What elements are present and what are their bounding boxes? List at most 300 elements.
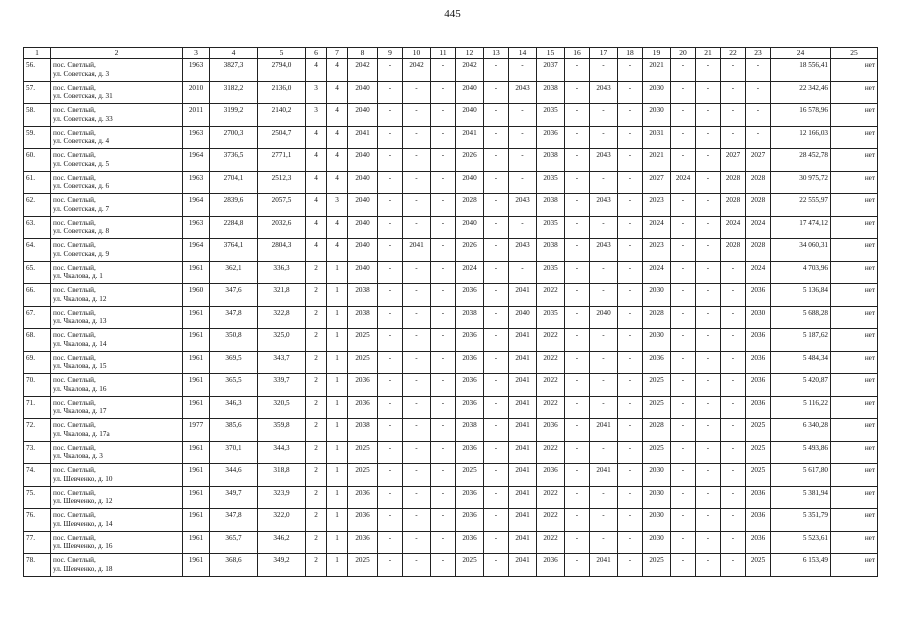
cell-col-24: 5 420,87 xyxy=(771,374,831,397)
cell-col-4: 2704,1 xyxy=(210,171,258,194)
cell-col-22: - xyxy=(721,486,746,509)
cell-col-7: 4 xyxy=(327,59,348,82)
cell-col-16: - xyxy=(565,284,590,307)
cell-col-24: 5 688,28 xyxy=(771,306,831,329)
cell-col-12: 2041 xyxy=(456,126,484,149)
cell-col-19: 2030 xyxy=(643,104,671,127)
cell-col-4: 365,7 xyxy=(210,531,258,554)
cell-col-21: - xyxy=(696,261,721,284)
cell-col-5: 339,7 xyxy=(258,374,306,397)
cell-col-13: - xyxy=(484,509,509,532)
cell-col-9: - xyxy=(378,554,403,577)
row-number: 59. xyxy=(24,126,51,149)
cell-col-17: 2041 xyxy=(590,554,618,577)
cell-col-22: - xyxy=(721,374,746,397)
cell-col-12: 2040 xyxy=(456,216,484,239)
address-settlement: пос. Светлый, xyxy=(53,421,96,429)
cell-col-8: 2041 xyxy=(348,126,378,149)
cell-col-18: - xyxy=(618,126,643,149)
cell-col-14: 2041 xyxy=(509,419,537,442)
cell-col-5: 2140,2 xyxy=(258,104,306,127)
cell-col-11: - xyxy=(431,396,456,419)
cell-col-7: 1 xyxy=(327,554,348,577)
cell-col-24: 5 523,61 xyxy=(771,531,831,554)
cell-col-3: 1961 xyxy=(183,531,210,554)
cell-col-25: нет xyxy=(831,126,878,149)
cell-col-22: - xyxy=(721,81,746,104)
cell-col-10: - xyxy=(403,441,431,464)
cell-col-10: - xyxy=(403,396,431,419)
cell-col-15: 2022 xyxy=(537,486,565,509)
cell-col-11: - xyxy=(431,261,456,284)
cell-col-14: 2041 xyxy=(509,329,537,352)
cell-col-17: - xyxy=(590,374,618,397)
cell-col-14: 2041 xyxy=(509,486,537,509)
cell-col-10: 2041 xyxy=(403,239,431,262)
cell-col-5: 318,8 xyxy=(258,464,306,487)
cell-col-9: - xyxy=(378,59,403,82)
cell-col-11: - xyxy=(431,81,456,104)
cell-col-6: 4 xyxy=(306,149,327,172)
cell-col-15: 2022 xyxy=(537,509,565,532)
row-number: 56. xyxy=(24,59,51,82)
cell-col-13: - xyxy=(484,351,509,374)
address-street: ул. Шевченко, д. 14 xyxy=(53,519,113,528)
cell-col-15: 2036 xyxy=(537,126,565,149)
address-street: ул. Шевченко, д. 10 xyxy=(53,474,113,483)
cell-col-4: 3199,2 xyxy=(210,104,258,127)
cell-col-22: - xyxy=(721,441,746,464)
cell-col-16: - xyxy=(565,554,590,577)
cell-col-25: нет xyxy=(831,351,878,374)
cell-col-18: - xyxy=(618,216,643,239)
cell-col-24: 5 136,84 xyxy=(771,284,831,307)
address-cell xyxy=(51,126,183,149)
cell-col-13: - xyxy=(484,239,509,262)
cell-col-25: нет xyxy=(831,306,878,329)
cell-col-21: - xyxy=(696,464,721,487)
row-number: 76. xyxy=(24,509,51,532)
cell-col-15: 2036 xyxy=(537,419,565,442)
cell-col-19: 2025 xyxy=(643,374,671,397)
cell-col-22: 2024 xyxy=(721,216,746,239)
cell-col-9: - xyxy=(378,329,403,352)
cell-col-13: - xyxy=(484,149,509,172)
cell-col-9: - xyxy=(378,374,403,397)
table-row xyxy=(24,149,878,172)
cell-col-22: - xyxy=(721,261,746,284)
cell-col-25: нет xyxy=(831,374,878,397)
cell-col-12: 2036 xyxy=(456,351,484,374)
cell-col-14: - xyxy=(509,216,537,239)
cell-col-24: 5 617,80 xyxy=(771,464,831,487)
cell-col-22: - xyxy=(721,104,746,127)
cell-col-8: 2036 xyxy=(348,486,378,509)
cell-col-12: 2040 xyxy=(456,81,484,104)
cell-col-11: - xyxy=(431,509,456,532)
column-header-11: 11 xyxy=(431,48,456,59)
cell-col-20: - xyxy=(671,374,696,397)
cell-col-5: 322,0 xyxy=(258,509,306,532)
cell-col-25: нет xyxy=(831,261,878,284)
cell-col-11: - xyxy=(431,104,456,127)
column-header-15: 15 xyxy=(537,48,565,59)
cell-col-11: - xyxy=(431,441,456,464)
address-settlement: пос. Светлый, xyxy=(53,353,96,362)
cell-col-24: 5 116,22 xyxy=(771,396,831,419)
cell-col-8: 2040 xyxy=(348,171,378,194)
cell-col-19: 2030 xyxy=(643,81,671,104)
row-number: 75. xyxy=(24,486,51,509)
cell-col-22: - xyxy=(721,531,746,554)
address-street: ул. Советская, д. 33 xyxy=(53,114,113,123)
cell-col-19: 2027 xyxy=(643,171,671,194)
cell-col-21: - xyxy=(696,441,721,464)
cell-col-19: 2025 xyxy=(643,554,671,577)
address-settlement: пос. Светлый, xyxy=(53,466,96,474)
cell-col-16: - xyxy=(565,464,590,487)
address-street: ул. Советская, д. 9 xyxy=(53,249,110,258)
address-cell xyxy=(51,531,183,554)
cell-col-15: 2035 xyxy=(537,216,565,239)
row-number: 62. xyxy=(24,194,51,217)
cell-col-5: 349,2 xyxy=(258,554,306,577)
address-street: ул. Советская, д. 3 xyxy=(53,69,110,78)
cell-col-6: 4 xyxy=(306,194,327,217)
cell-col-7: 3 xyxy=(327,194,348,217)
cell-col-13: - xyxy=(484,396,509,419)
cell-col-22: - xyxy=(721,329,746,352)
cell-col-23: 2036 xyxy=(746,531,771,554)
cell-col-14: 2041 xyxy=(509,396,537,419)
cell-col-19: 2030 xyxy=(643,531,671,554)
cell-col-14: - xyxy=(509,149,537,172)
table-row xyxy=(24,396,878,419)
cell-col-19: 2021 xyxy=(643,59,671,82)
cell-col-18: - xyxy=(618,59,643,82)
cell-col-6: 2 xyxy=(306,261,327,284)
cell-col-12: 2026 xyxy=(456,149,484,172)
cell-col-8: 2042 xyxy=(348,59,378,82)
cell-col-25: нет xyxy=(831,441,878,464)
column-header-5: 5 xyxy=(258,48,306,59)
cell-col-16: - xyxy=(565,194,590,217)
column-header-12: 12 xyxy=(456,48,484,59)
cell-col-20: - xyxy=(671,509,696,532)
cell-col-17: 2041 xyxy=(590,464,618,487)
column-header-24: 24 xyxy=(771,48,831,59)
cell-col-10: - xyxy=(403,171,431,194)
cell-col-22: - xyxy=(721,59,746,82)
cell-col-15: 2022 xyxy=(537,441,565,464)
cell-col-13: - xyxy=(484,126,509,149)
cell-col-20: - xyxy=(671,216,696,239)
row-number: 63. xyxy=(24,216,51,239)
cell-col-24: 18 556,41 xyxy=(771,59,831,82)
cell-col-11: - xyxy=(431,531,456,554)
cell-col-24: 16 578,96 xyxy=(771,104,831,127)
cell-col-15: 2038 xyxy=(537,149,565,172)
cell-col-18: - xyxy=(618,149,643,172)
cell-col-16: - xyxy=(565,351,590,374)
cell-col-3: 1963 xyxy=(183,171,210,194)
table-row xyxy=(24,306,878,329)
address-street: ул. Чкалова, д. 17 xyxy=(53,407,107,416)
cell-col-21: - xyxy=(696,374,721,397)
cell-col-6: 2 xyxy=(306,284,327,307)
address-settlement: пос. Светлый, xyxy=(53,556,96,564)
cell-col-21: - xyxy=(696,531,721,554)
cell-col-16: - xyxy=(565,216,590,239)
cell-col-22: - xyxy=(721,306,746,329)
table-row xyxy=(24,194,878,217)
cell-col-4: 347,6 xyxy=(210,284,258,307)
cell-col-25: нет xyxy=(831,509,878,532)
cell-col-18: - xyxy=(618,104,643,127)
cell-col-19: 2023 xyxy=(643,239,671,262)
cell-col-10: - xyxy=(403,104,431,127)
cell-col-25: нет xyxy=(831,464,878,487)
cell-col-9: - xyxy=(378,149,403,172)
cell-col-9: - xyxy=(378,419,403,442)
cell-col-9: - xyxy=(378,531,403,554)
cell-col-6: 2 xyxy=(306,531,327,554)
cell-col-22: - xyxy=(721,419,746,442)
cell-col-23: 2025 xyxy=(746,419,771,442)
cell-col-17: 2043 xyxy=(590,149,618,172)
cell-col-12: 2025 xyxy=(456,554,484,577)
row-number: 66. xyxy=(24,284,51,307)
table-row xyxy=(24,531,878,554)
cell-col-23: 2036 xyxy=(746,374,771,397)
cell-col-11: - xyxy=(431,194,456,217)
cell-col-7: 4 xyxy=(327,171,348,194)
cell-col-23: 2036 xyxy=(746,486,771,509)
cell-col-3: 1961 xyxy=(183,509,210,532)
cell-col-24: 5 484,34 xyxy=(771,351,831,374)
cell-col-6: 2 xyxy=(306,441,327,464)
cell-col-8: 2038 xyxy=(348,284,378,307)
cell-col-13: - xyxy=(484,554,509,577)
cell-col-17: 2040 xyxy=(590,306,618,329)
cell-col-8: 2025 xyxy=(348,329,378,352)
cell-col-14: - xyxy=(509,171,537,194)
column-header-23: 23 xyxy=(746,48,771,59)
cell-col-12: 2036 xyxy=(456,509,484,532)
cell-col-18: - xyxy=(618,284,643,307)
table-row xyxy=(24,104,878,127)
cell-col-23: - xyxy=(746,59,771,82)
column-header-8: 8 xyxy=(348,48,378,59)
cell-col-8: 2038 xyxy=(348,419,378,442)
cell-col-22: 2028 xyxy=(721,239,746,262)
cell-col-21: - xyxy=(696,126,721,149)
address-cell xyxy=(51,351,183,374)
column-header-3: 3 xyxy=(183,48,210,59)
cell-col-23: 2024 xyxy=(746,261,771,284)
cell-col-16: - xyxy=(565,374,590,397)
cell-col-24: 6 153,49 xyxy=(771,554,831,577)
cell-col-13: - xyxy=(484,261,509,284)
address-settlement: пос. Светлый, xyxy=(53,398,96,407)
cell-col-23: 2028 xyxy=(746,239,771,262)
cell-col-8: 2025 xyxy=(348,441,378,464)
cell-col-19: 2030 xyxy=(643,329,671,352)
cell-col-16: - xyxy=(565,104,590,127)
cell-col-12: 2038 xyxy=(456,306,484,329)
cell-col-21: - xyxy=(696,149,721,172)
cell-col-11: - xyxy=(431,216,456,239)
row-number: 61. xyxy=(24,171,51,194)
cell-col-21: - xyxy=(696,59,721,82)
cell-col-3: 1961 xyxy=(183,486,210,509)
cell-col-4: 369,5 xyxy=(210,351,258,374)
cell-col-20: - xyxy=(671,419,696,442)
cell-col-11: - xyxy=(431,464,456,487)
column-header-4: 4 xyxy=(210,48,258,59)
cell-col-23: 2030 xyxy=(746,306,771,329)
cell-col-16: - xyxy=(565,261,590,284)
cell-col-5: 2057,5 xyxy=(258,194,306,217)
row-number: 71. xyxy=(24,396,51,419)
cell-col-9: - xyxy=(378,441,403,464)
address-cell xyxy=(51,554,183,577)
cell-col-4: 346,3 xyxy=(210,396,258,419)
cell-col-13: - xyxy=(484,306,509,329)
cell-col-13: - xyxy=(484,486,509,509)
cell-col-9: - xyxy=(378,81,403,104)
page-number: 445 xyxy=(444,8,461,20)
address-settlement: пос. Светлый, xyxy=(53,61,96,69)
address-settlement: пос. Светлый, xyxy=(53,106,96,114)
row-number: 68. xyxy=(24,329,51,352)
cell-col-12: 2036 xyxy=(456,329,484,352)
table-header xyxy=(24,48,878,59)
cell-col-6: 4 xyxy=(306,216,327,239)
cell-col-13: - xyxy=(484,59,509,82)
cell-col-4: 3736,5 xyxy=(210,149,258,172)
cell-col-25: нет xyxy=(831,104,878,127)
cell-col-7: 1 xyxy=(327,509,348,532)
cell-col-15: 2035 xyxy=(537,171,565,194)
cell-col-12: 2040 xyxy=(456,171,484,194)
cell-col-24: 28 452,78 xyxy=(771,149,831,172)
row-number: 73. xyxy=(24,441,51,464)
cell-col-14: 2040 xyxy=(509,306,537,329)
cell-col-18: - xyxy=(618,441,643,464)
cell-col-24: 17 474,12 xyxy=(771,216,831,239)
address-settlement: пос. Светлый, xyxy=(53,173,96,182)
cell-col-5: 2804,3 xyxy=(258,239,306,262)
cell-col-18: - xyxy=(618,81,643,104)
cell-col-5: 2512,3 xyxy=(258,171,306,194)
cell-col-16: - xyxy=(565,531,590,554)
cell-col-23: - xyxy=(746,126,771,149)
cell-col-16: - xyxy=(565,126,590,149)
cell-col-21: - xyxy=(696,284,721,307)
cell-col-15: 2035 xyxy=(537,261,565,284)
cell-col-3: 1963 xyxy=(183,216,210,239)
cell-col-15: 2022 xyxy=(537,329,565,352)
cell-col-15: 2022 xyxy=(537,374,565,397)
cell-col-24: 30 975,72 xyxy=(771,171,831,194)
cell-col-23: 2036 xyxy=(746,396,771,419)
cell-col-5: 359,8 xyxy=(258,419,306,442)
cell-col-4: 350,8 xyxy=(210,329,258,352)
table-row xyxy=(24,374,878,397)
address-settlement: пос. Светлый, xyxy=(53,218,96,227)
cell-col-13: - xyxy=(484,464,509,487)
cell-col-9: - xyxy=(378,216,403,239)
cell-col-4: 365,5 xyxy=(210,374,258,397)
cell-col-13: - xyxy=(484,441,509,464)
cell-col-4: 347,8 xyxy=(210,509,258,532)
cell-col-3: 1961 xyxy=(183,554,210,577)
cell-col-3: 1961 xyxy=(183,464,210,487)
address-settlement: пос. Светлый, xyxy=(53,533,96,542)
cell-col-9: - xyxy=(378,396,403,419)
address-street: ул. Советская, д. 8 xyxy=(53,227,110,236)
address-cell xyxy=(51,59,183,82)
cell-col-11: - xyxy=(431,149,456,172)
cell-col-12: 2038 xyxy=(456,419,484,442)
cell-col-18: - xyxy=(618,261,643,284)
cell-col-19: 2025 xyxy=(643,396,671,419)
table-row xyxy=(24,351,878,374)
address-street: ул. Советская, д. 4 xyxy=(53,137,110,146)
cell-col-14: 2041 xyxy=(509,531,537,554)
cell-col-3: 1964 xyxy=(183,149,210,172)
table-row xyxy=(24,441,878,464)
cell-col-17: - xyxy=(590,351,618,374)
cell-col-13: - xyxy=(484,419,509,442)
cell-col-7: 1 xyxy=(327,261,348,284)
cell-col-24: 34 060,31 xyxy=(771,239,831,262)
cell-col-22: - xyxy=(721,396,746,419)
address-settlement: пос. Светлый, xyxy=(53,128,96,137)
table-row xyxy=(24,554,878,577)
cell-col-10: 2042 xyxy=(403,59,431,82)
cell-col-25: нет xyxy=(831,419,878,442)
cell-col-7: 1 xyxy=(327,419,348,442)
address-settlement: пос. Светлый, xyxy=(53,488,96,497)
cell-col-17: - xyxy=(590,216,618,239)
table-row xyxy=(24,509,878,532)
cell-col-13: - xyxy=(484,531,509,554)
address-cell xyxy=(51,396,183,419)
cell-col-3: 1963 xyxy=(183,59,210,82)
cell-col-3: 1977 xyxy=(183,419,210,442)
cell-col-5: 346,2 xyxy=(258,531,306,554)
row-number: 58. xyxy=(24,104,51,127)
address-settlement: пос. Светлый, xyxy=(53,376,96,384)
cell-col-18: - xyxy=(618,194,643,217)
cell-col-24: 5 351,79 xyxy=(771,509,831,532)
cell-col-14: - xyxy=(509,104,537,127)
cell-col-21: - xyxy=(696,239,721,262)
address-street: ул. Советская, д. 6 xyxy=(53,182,110,191)
cell-col-23: - xyxy=(746,81,771,104)
cell-col-5: 2794,0 xyxy=(258,59,306,82)
cell-col-4: 3182,2 xyxy=(210,81,258,104)
cell-col-9: - xyxy=(378,171,403,194)
column-header-13: 13 xyxy=(484,48,509,59)
cell-col-8: 2040 xyxy=(348,216,378,239)
cell-col-17: - xyxy=(590,329,618,352)
cell-col-13: - xyxy=(484,171,509,194)
cell-col-23: 2036 xyxy=(746,329,771,352)
cell-col-8: 2036 xyxy=(348,396,378,419)
